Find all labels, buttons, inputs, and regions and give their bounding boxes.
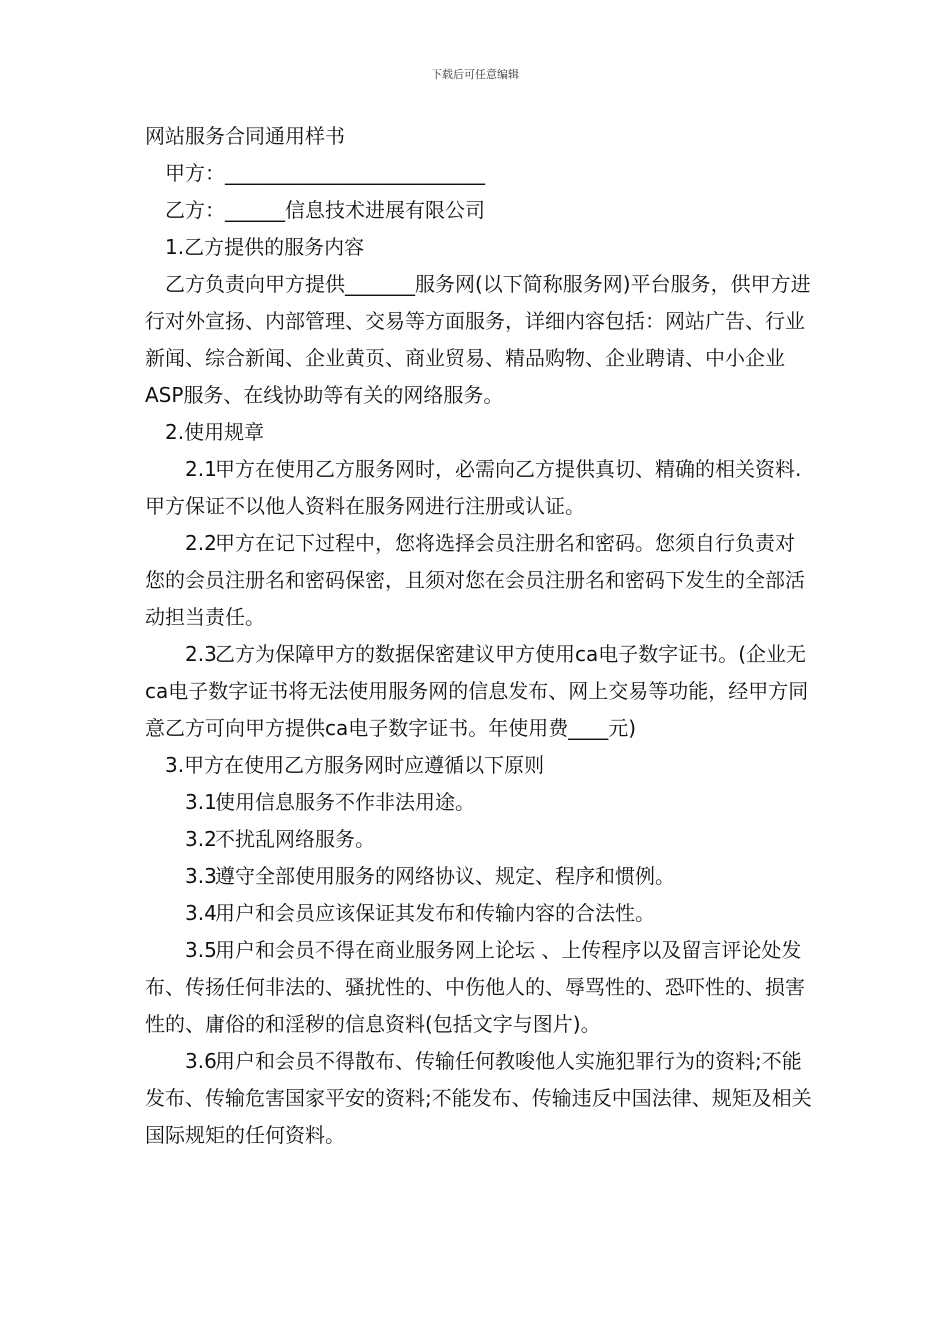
clause-2-2: [145, 525, 813, 636]
section-2-heading: 2.使用规章: [165, 420, 265, 444]
clause-3-6: [145, 1043, 813, 1154]
clause-3-5: [145, 932, 813, 1043]
party-a-line: 甲方：__________________________: [165, 161, 485, 185]
section-1-paragraph: 乙方负责向甲方提供_______服务网(以下简称服务网)平台服务，供甲方进行对外宣扬、内部管理、交易等方面服务，详细内容包括：网站广告、行业新闻、综合新闻、企业黄页、商业贸易、精品购物、企业聘请、中小企业ASP服务、在线协助等有关的网络服务。: [145, 272, 811, 407]
clause-text: 用户和会员应该保证其发布和传输内容的合法性。: [215, 901, 655, 925]
section-3-heading: 3.甲方在使用乙方服务网时应遵循以下原则: [165, 753, 545, 777]
clause-text: 使用信息服务不作非法用途。: [215, 790, 475, 814]
clause-2-1: [145, 451, 813, 525]
document-body: [145, 118, 813, 1154]
clause-3-4: [145, 895, 813, 932]
clause-text: 甲方在记下过程中，您将选择会员注册名和密码。您须自行负责对您的会员注册名和密码保密，且须对您在会员注册名和密码下发生的全部活动担当责任。: [145, 531, 805, 629]
clause-3-3: [145, 858, 813, 895]
clause-text: 甲方在使用乙方服务网时，必需向乙方提供真切、精确的相关资料. 甲方保证不以他人资料在服务网进行注册或认证。: [145, 457, 802, 518]
clause-number: 3.2: [185, 827, 217, 851]
clause-text: 遵守全部使用服务的网络协议、规定、程序和惯例。: [215, 864, 675, 888]
clause-3-1: [145, 784, 813, 821]
clause-number: 2.2: [185, 531, 217, 555]
party-b-line: 乙方：______信息技术进展有限公司: [165, 198, 485, 222]
page-header: 下载后可任意编辑: [431, 68, 519, 81]
clause-number: 3.3: [185, 864, 217, 888]
clause-text: 用户和会员不得散布、传输任何教唆他人实施犯罪行为的资料;不能发布、传输危害国家平安的资料;不能发布、传输违反中国法律、规矩及相关国际规矩的任何资料。: [145, 1049, 812, 1147]
clause-3-2: [145, 821, 813, 858]
clause-2-3: [145, 636, 813, 747]
document-title: 网站服务合同通用样书: [145, 124, 345, 148]
clause-text: 不扰乱网络服务。: [215, 827, 375, 851]
clause-number: 3.6: [185, 1049, 217, 1073]
clause-text: 乙方为保障甲方的数据保密建议甲方使用ca电子数字证书。(企业无ca电子数字证书将无法使用服务网的信息发布、网上交易等功能，经甲方同意乙方可向甲方提供ca电子数字证书。年使用费____元): [145, 642, 809, 740]
clause-number: 3.1: [185, 790, 217, 814]
clause-number: 3.4: [185, 901, 217, 925]
section-1-heading: 1.乙方提供的服务内容: [165, 235, 365, 259]
clause-number: 2.3: [185, 642, 217, 666]
clause-number: 2.1: [185, 457, 217, 481]
clause-number: 3.5: [185, 938, 217, 962]
clause-text: 用户和会员不得在商业服务网上论坛 、上传程序以及留言评论处发布、传扬任何非法的、骚扰性的、中伤他人的、辱骂性的、恐吓性的、损害性的、庸俗的和淫秽的信息资料(包括文字与图片)。: [145, 938, 805, 1036]
